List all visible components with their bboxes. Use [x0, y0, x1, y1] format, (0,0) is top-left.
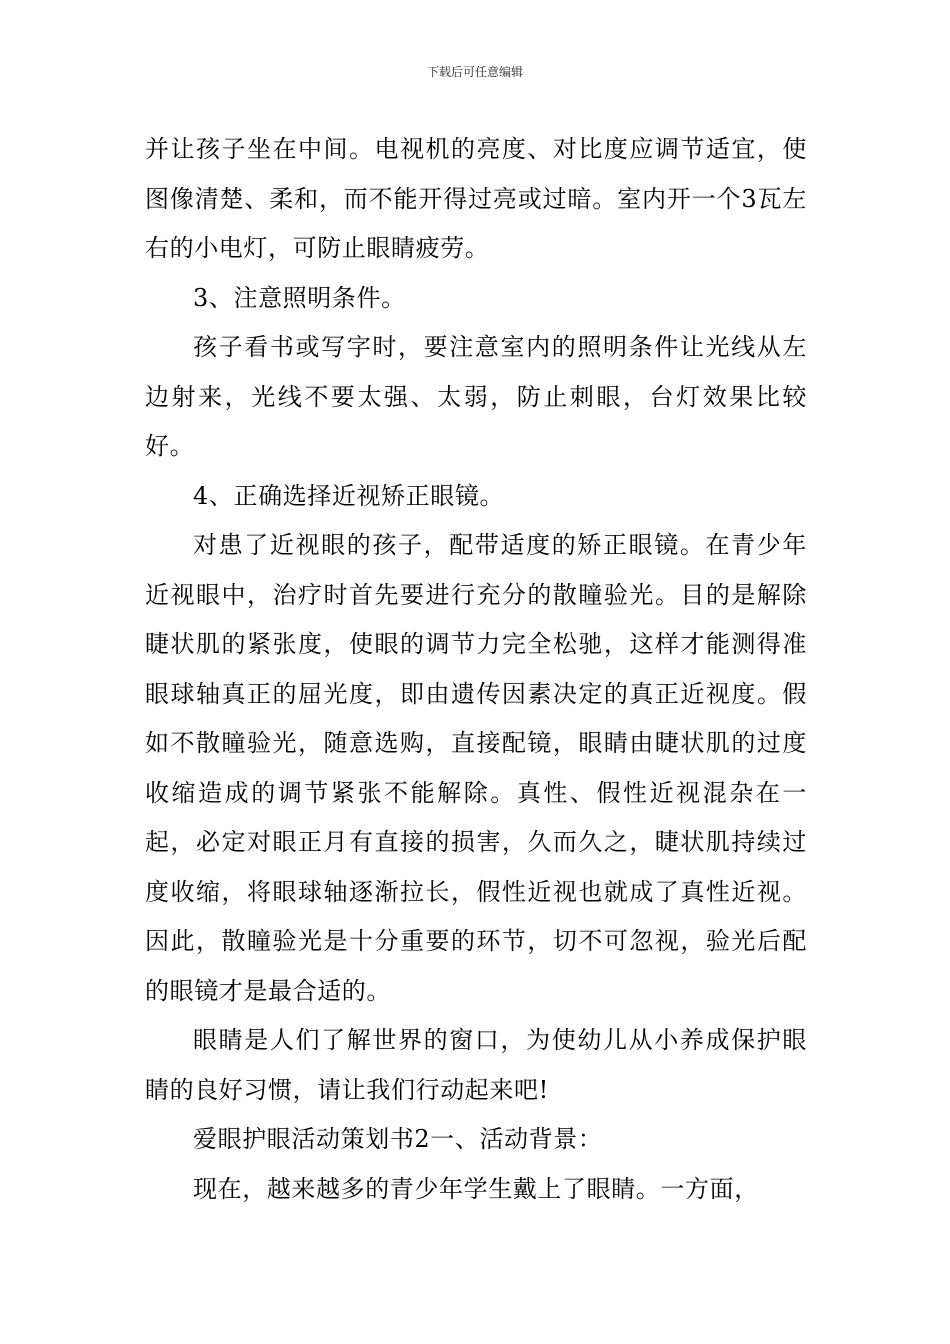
text-line: 较好。 — [145, 382, 807, 460]
text-line: 对患了近视眼的孩子，配带适度的矫正眼镜。在青少 — [193, 531, 783, 559]
text-line: 成了真性近视。因此，散瞳验光是十分重要的环节，切不 — [145, 877, 807, 955]
paragraph — [145, 1115, 807, 1165]
paragraph — [145, 1165, 807, 1215]
text-line: 并让孩子坐在中间。电视机的亮度、对比度应调节适宜， — [145, 135, 783, 163]
text-line: 解除睫状肌的紧张度，使眼的调节力完全松驰，这样才能 — [145, 580, 808, 658]
paragraph — [145, 274, 807, 324]
text-line: 左边射来，光线不要太强、太弱，防止刺眼，台灯效果比 — [145, 333, 807, 411]
text-line: 眼睛是人们了解世界的窗口，为使幼儿从小养成保护 — [193, 1026, 783, 1054]
paragraph — [145, 1016, 807, 1115]
text-line: 年近视眼中，治疗时首先要进行充分的散瞳验光。目的是 — [145, 531, 807, 609]
paragraph — [145, 472, 807, 522]
paragraph — [145, 323, 807, 472]
text-line: 视度。假如不散瞳验光，随意选购，直接配镜，眼睛由睫 — [145, 679, 807, 757]
text-line: 眼睛的良好习惯，请让我们行动起来吧! — [145, 1026, 807, 1104]
text-line: 孩子看书或写字时，要注意室内的照明条件让光线从 — [193, 333, 783, 361]
text-line: 瓦左右的小电灯，可防止眼睛疲劳。 — [145, 184, 807, 262]
text-line: 睫状肌持续过度收缩，将眼球轴逐渐拉长，假性近视也就 — [145, 828, 807, 906]
paragraph — [145, 125, 807, 274]
text-line: 3、注意照明条件。 — [193, 283, 406, 312]
text-line: 现在，越来越多的青少年学生戴上了眼睛。一方面， — [193, 1174, 759, 1203]
text-line: 测得准眼球轴真正的屈光度，即由遗传因素决定的真正近 — [145, 630, 807, 708]
page-header: 下载后可任意编辑 — [426, 65, 523, 79]
text-line: 状肌的过度收缩造成的调节紧张不能解除。真性、假性近 — [145, 729, 807, 807]
text-line: 4、正确选择近视矫正眼镜。 — [193, 481, 505, 510]
text-line: 爱眼护眼活动策划书2一、活动背景： — [193, 1125, 603, 1153]
text-line: 视混杂在一起，必定对眼正月有直接的损害，久而久之， — [145, 778, 808, 856]
text-line: 可忽视，验光后配的眼镜才是最合适的。 — [145, 927, 807, 1005]
text-line: 使图像清楚、柔和，而不能开得过亮或过暗。室内开一个3 — [145, 135, 807, 213]
document-body — [145, 125, 807, 1214]
paragraph — [145, 521, 807, 1016]
